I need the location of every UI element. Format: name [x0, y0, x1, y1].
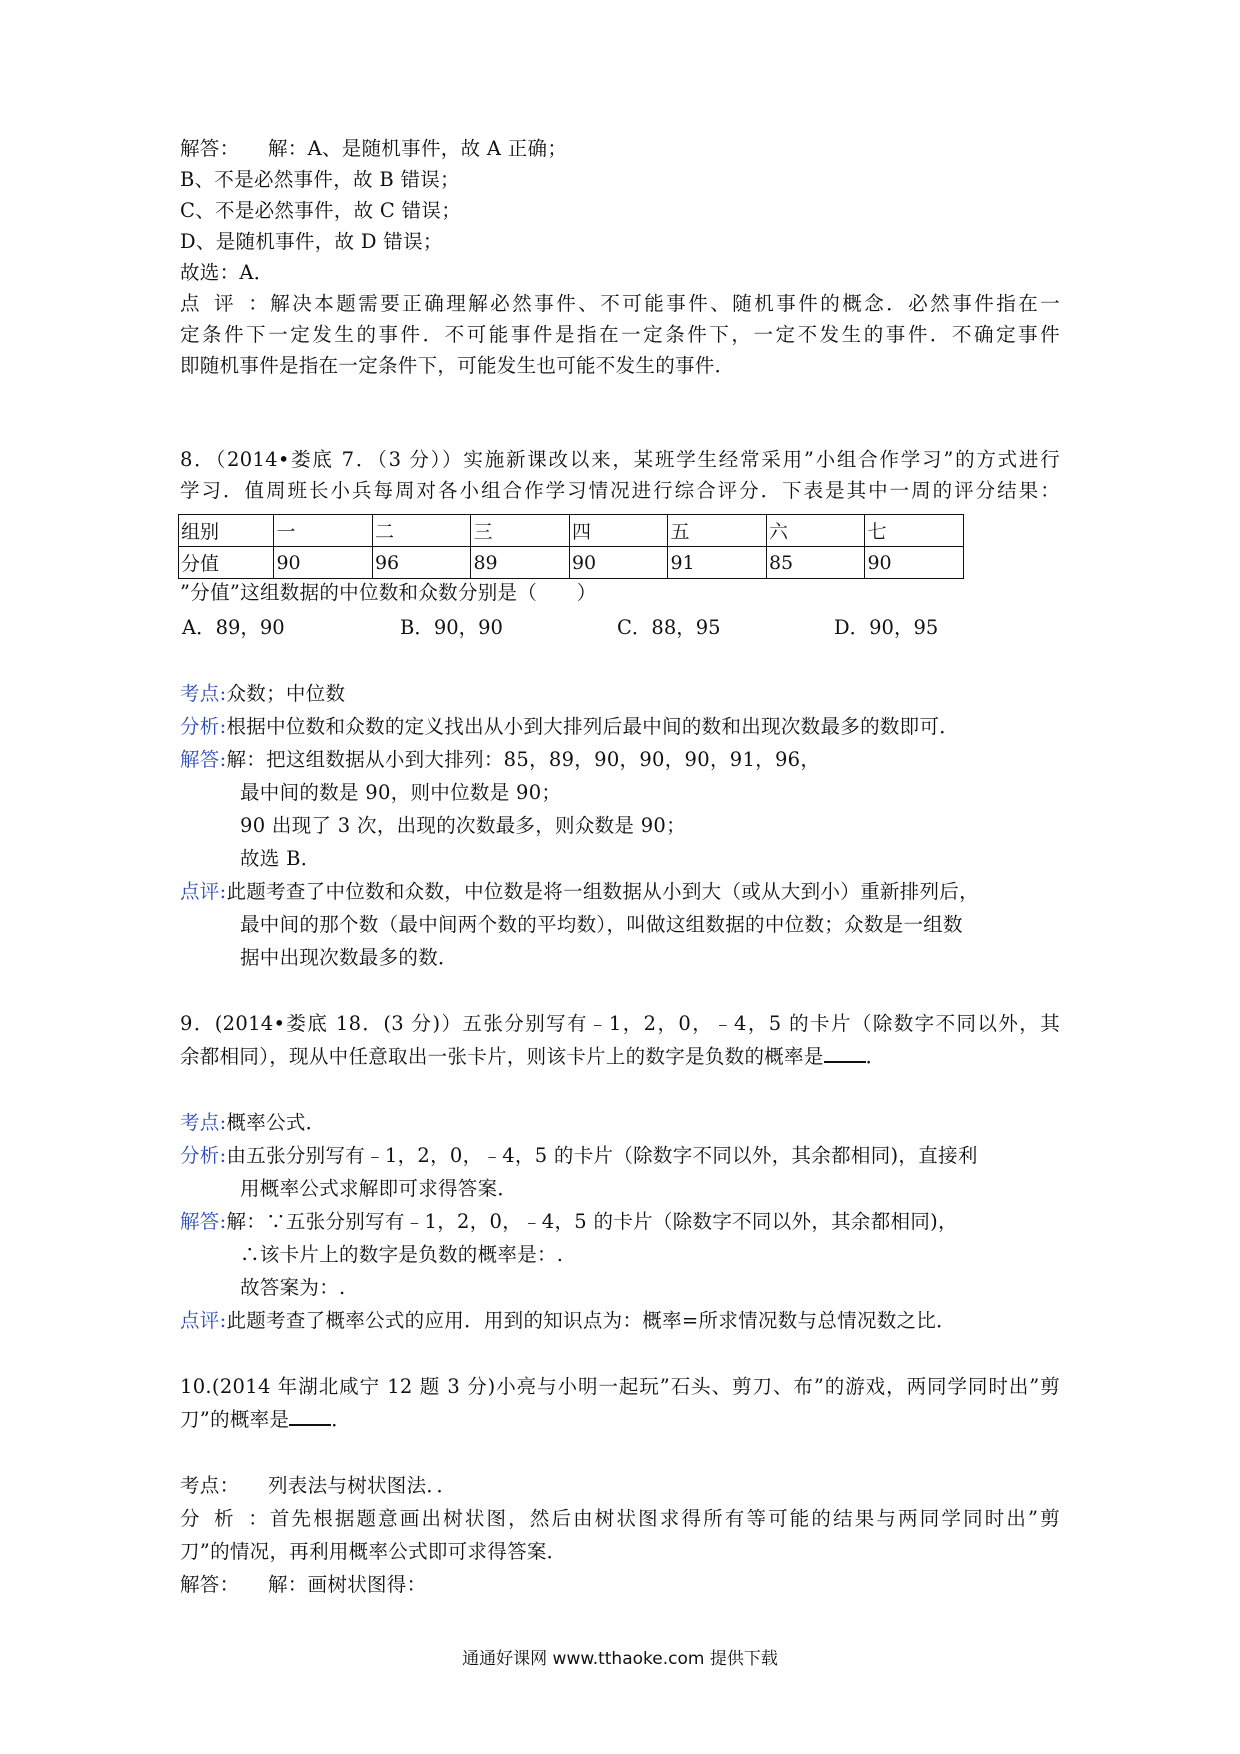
q8-fenxi-text: 根据中位数和众数的定义找出从小到大排列后最中间的数和出现次数最多的数即可．: [226, 715, 960, 738]
q9-jieda-text-1: 解：∵五张分别写有﹣1，2，0，﹣4，5 的卡片（除数字不同以外，其余都相同)，: [226, 1210, 958, 1233]
q8-dianping-line-3: 据中出现次数最多的数．: [240, 946, 458, 969]
q8-kaodian-label: 考点:: [180, 682, 227, 705]
q10-stem-line-1: 10.(2014 年湖北咸宁 12 题 3 分)小亮与小明一起玩”石头、剪刀、布”的游戏，两同学同时出”剪: [180, 1375, 1060, 1398]
q9-fenxi-line-1: [180, 1141, 978, 1171]
page-footer: 通通好课网 www.tthaoke.com 提供下载: [462, 1649, 778, 1669]
q9-kaodian-text: 概率公式．: [226, 1111, 326, 1134]
q8-dianping-line-1: [180, 877, 979, 907]
table-cell: 七: [865, 515, 964, 547]
q8-dianping-text-1: 此题考查了中位数和众数，中位数是将一组数据从小到大（或从大到小）重新排列后，: [226, 880, 979, 903]
table-cell: 90: [274, 547, 373, 579]
q9-fenxi-label: 分析:: [180, 1144, 227, 1167]
q9-kaodian-line: [180, 1108, 326, 1138]
table-row: [179, 515, 964, 547]
choice-b: B．90，90: [400, 616, 503, 639]
q8-fenxi-label: 分析:: [180, 715, 227, 738]
q7-comment-line-1: [180, 289, 1060, 319]
q8-dianping-label: 点评:: [180, 880, 227, 903]
answer-blank: [824, 1043, 866, 1063]
q9-stem-line-1: 9．(2014•娄底 18．(3 分)）五张分别写有﹣1，2，0，﹣4，5 的卡片（除数字不同以外，其: [180, 1012, 1060, 1035]
q10-kaodian-line: [180, 1471, 456, 1501]
q7-answer-line-4: D、是随机事件，故 D 错误；: [180, 230, 443, 253]
q8-jieda-label: 解答:: [180, 748, 227, 771]
q9-kaodian-label: 考点:: [180, 1111, 227, 1134]
q10-stem-line-2: [180, 1405, 351, 1435]
q7-comment-label: 点评：: [180, 292, 268, 315]
q10-kaodian-text: 列表法与树状图法．．: [268, 1474, 457, 1497]
q7-answer-line-5: 故选：A．: [180, 261, 274, 284]
table-cell: 91: [668, 547, 767, 579]
q8-dianping-line-2: 最中间的那个数（最中间两个数的平均数），叫做这组数据的中位数；众数是一组数: [240, 913, 963, 936]
q9-dianping-text: 此题考查了概率公式的应用．用到的知识点为：概率=所求情况数与总情况数之比．: [226, 1309, 956, 1332]
q9-stem-line-2: [180, 1042, 885, 1072]
q8-jieda-line-1: [180, 745, 820, 775]
q9-stem-end: ．: [865, 1045, 886, 1068]
q8-kaodian-line: [180, 679, 345, 709]
q8-fenxi-line: [180, 712, 959, 742]
q9-jieda-label: 解答:: [180, 1210, 227, 1233]
q9-dianping-line: [180, 1306, 956, 1336]
table-cell: 一: [274, 515, 373, 547]
q9-fenxi-line-2: 用概率公式求解即可求得答案．: [240, 1177, 518, 1200]
table-cell: 五: [668, 515, 767, 547]
q10-fenxi-line-2: 刀”的情况，再利用概率公式即可求得答案．: [180, 1540, 567, 1563]
q10-jieda-label: 解答：: [180, 1573, 240, 1596]
q10-kaodian-label: 考点：: [180, 1474, 240, 1497]
q7-comment-line-3: 即随机事件是指在一定条件下，可能发生也可能不发生的事件．: [180, 354, 735, 377]
choice-c: C．88，95: [617, 616, 721, 639]
choice-a: A．89，90: [182, 616, 285, 639]
q10-jieda-line: [180, 1570, 426, 1600]
q7-comment-line-2: 定条件下一定发生的事件．不可能事件是指在一定条件下，一定不发生的事件．不确定事件: [180, 323, 1060, 346]
q8-jieda-line-3: 90 出现了 3 次，出现的次数最多，则众数是 90；: [240, 814, 686, 837]
table-cell: 85: [766, 547, 865, 579]
q9-jieda-line-1: [180, 1207, 958, 1237]
table-row: [179, 547, 964, 579]
answer-blank: [289, 1406, 331, 1426]
q10-stem-text-2: 刀”的概率是: [180, 1408, 290, 1431]
table-cell: 组别: [179, 515, 274, 547]
q7-comment-text-1: 解决本题需要正确理解必然事件、不可能事件、随机事件的概念．必然事件指在一: [268, 292, 1060, 315]
q9-fenxi-text-1: 由五张分别写有﹣1，2，0，﹣4，5 的卡片（除数字不同以外，其余都相同)，直接利: [226, 1144, 978, 1167]
q8-question: ”分值”这组数据的中位数和众数分别是（ ）: [180, 581, 597, 604]
q8-kaodian-text: 众数；中位数: [226, 682, 346, 705]
table-cell: 89: [471, 547, 570, 579]
q8-stem-line-1: 8．（2014•娄底 7．（3 分））实施新课改以来，某班学生经常采用”小组合作学习”的方式进行: [180, 448, 1060, 471]
table-cell: 四: [569, 515, 668, 547]
q10-jieda-text: 解：画树状图得：: [268, 1573, 427, 1596]
table-cell: 90: [569, 547, 668, 579]
q9-stem-text-2: 余都相同），现从中任意取出一张卡片，则该卡片上的数字是负数的概率是: [180, 1045, 824, 1068]
q8-jieda-text-1: 解：把这组数据从小到大排列：85，89，90，90，90，91，96，: [226, 748, 821, 771]
q7-answer-line-2: B、不是必然事件，故 B 错误；: [180, 168, 460, 191]
q8-jieda-line-4: 故选 B．: [240, 847, 321, 870]
q7-answer-line-3: C、不是必然事件，故 C 错误；: [180, 199, 462, 222]
q9-jieda-line-2: ∴该卡片上的数字是负数的概率是：.: [240, 1243, 564, 1266]
choice-d: D．90，95: [834, 616, 939, 639]
table-cell: 90: [865, 547, 964, 579]
q9-jieda-line-3: 故答案为：.: [240, 1276, 346, 1299]
q7-answer-label: 解答：: [180, 137, 240, 160]
table-cell: 六: [766, 515, 865, 547]
table-cell: 96: [372, 547, 471, 579]
table-cell: 三: [471, 515, 570, 547]
q10-fenxi-label: 分析：: [180, 1507, 268, 1530]
q9-dianping-label: 点评:: [180, 1309, 227, 1332]
q8-jieda-line-2: 最中间的数是 90，则中位数是 90；: [240, 781, 562, 804]
q7-answer-line-1: [180, 134, 567, 164]
q7-answer-text: 解：A、是随机事件，故 A 正确；: [268, 137, 568, 160]
q10-fenxi-text-1: 首先根据题意画出树状图，然后由树状图求得所有等可能的结果与两同学同时出”剪: [268, 1507, 1060, 1530]
table-cell: 分值: [179, 547, 274, 579]
table-cell: 二: [372, 515, 471, 547]
q8-stem-line-2: 学习．值周班长小兵每周对各小组合作学习情况进行综合评分．下表是其中一周的评分结果：: [180, 479, 1060, 502]
score-table: [178, 514, 964, 579]
q10-stem-end: ．: [331, 1408, 352, 1431]
q10-fenxi-line-1: [180, 1504, 1060, 1534]
